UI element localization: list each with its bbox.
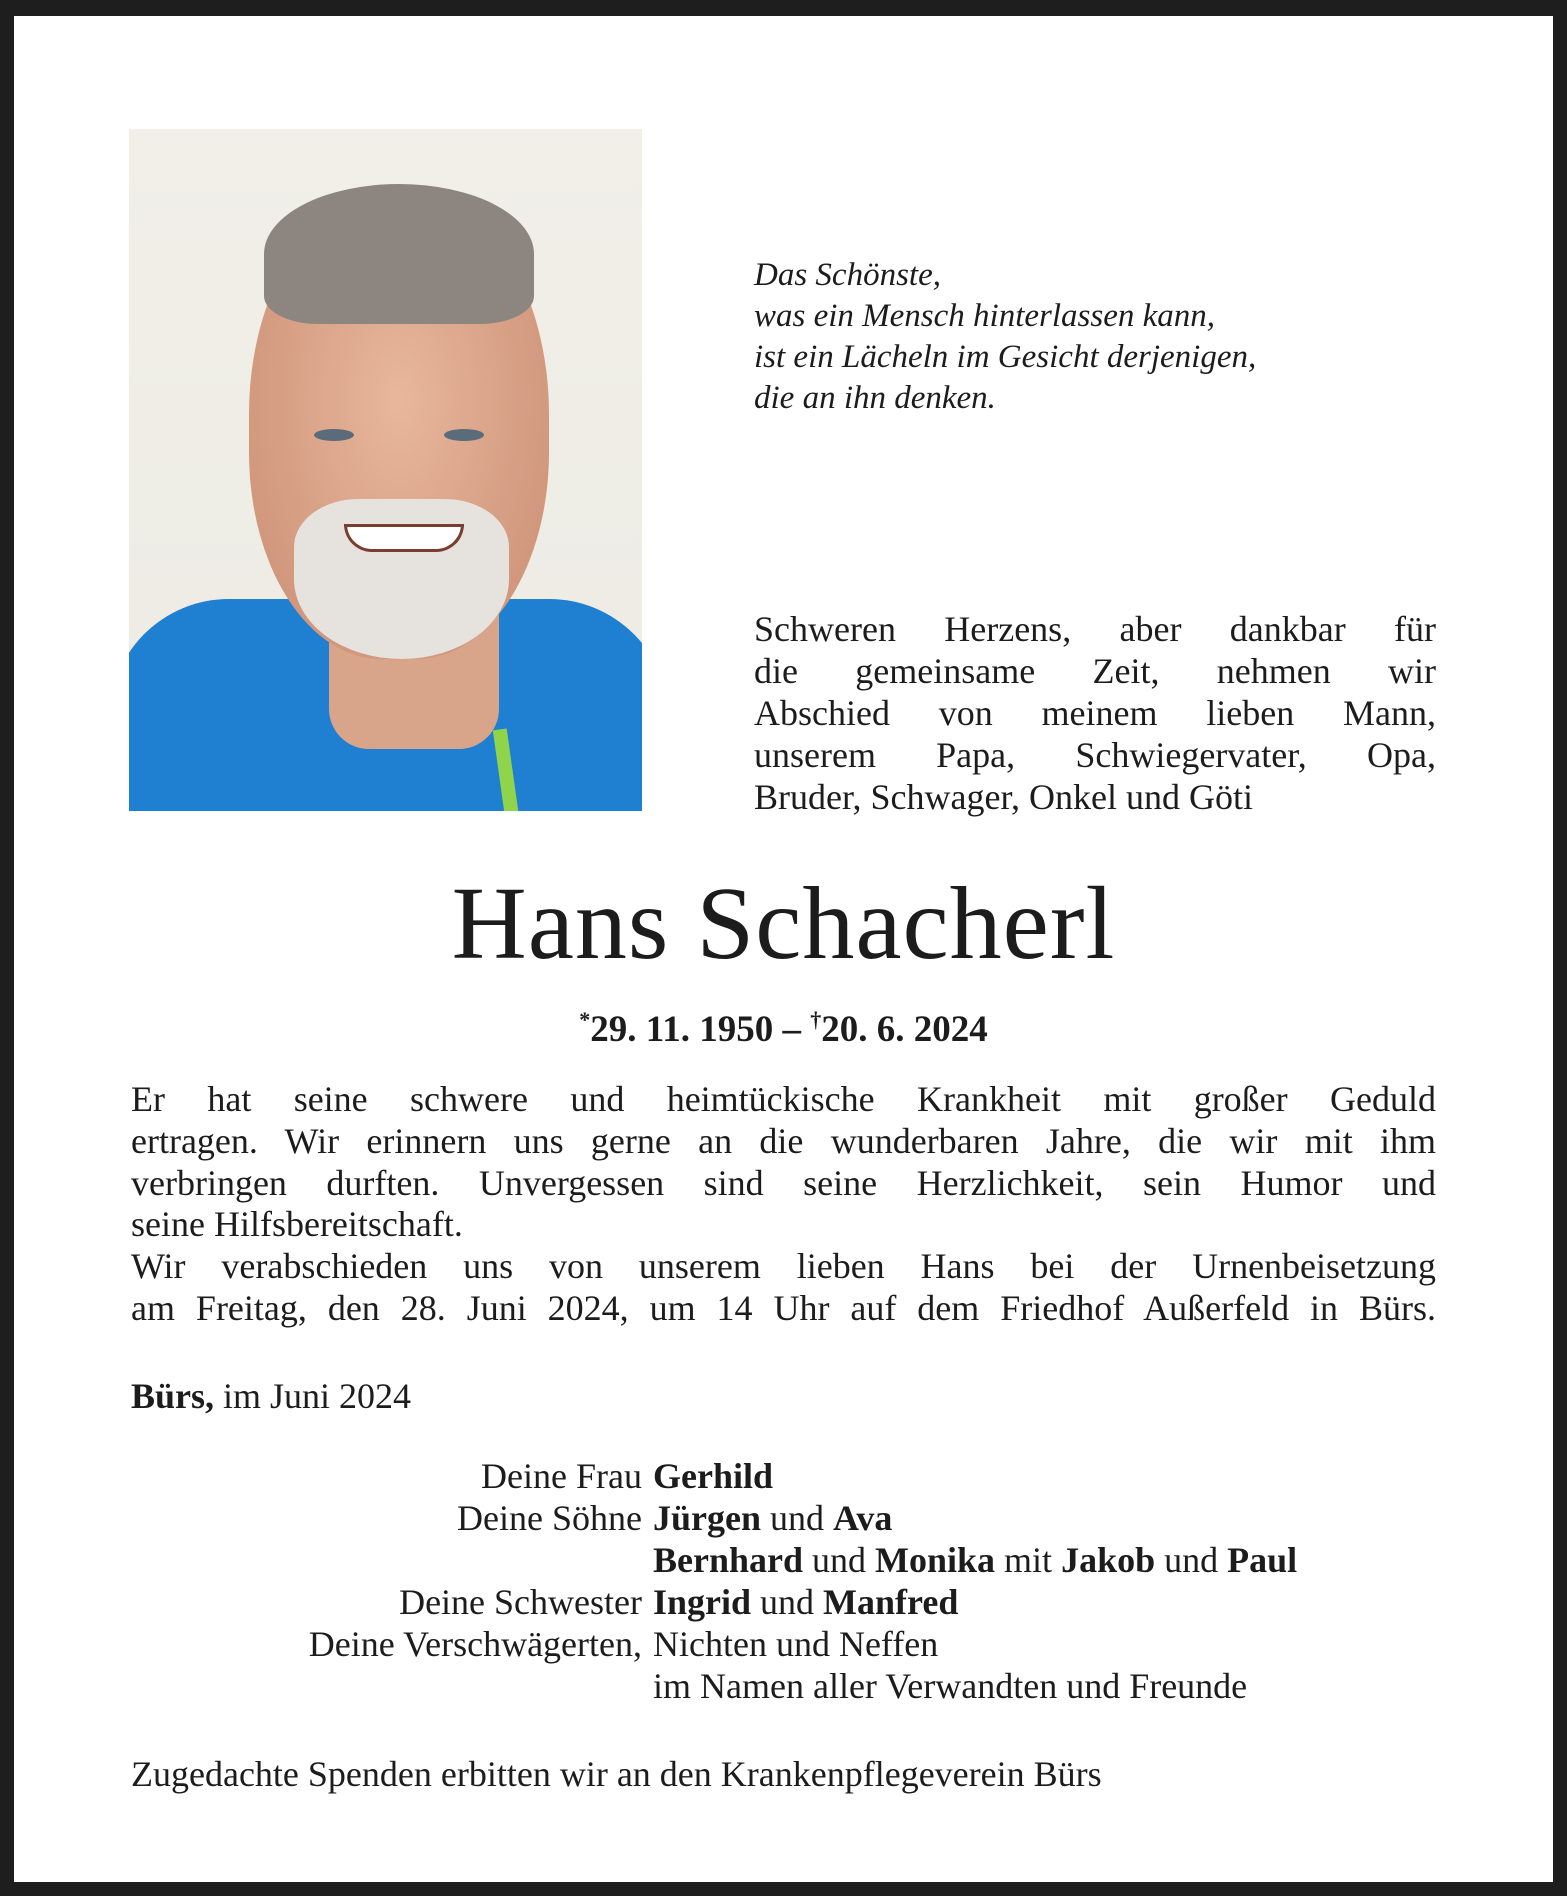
mourners-list — [131, 1455, 1297, 1707]
body-text — [131, 1079, 1436, 1330]
intro-line: Abschied von meinem lieben Mann, — [754, 693, 1436, 733]
mourner-name: Gerhild — [653, 1456, 774, 1496]
mourner-name: Monika — [875, 1540, 996, 1580]
mourner-row — [131, 1665, 1297, 1707]
mourner-name: Jürgen — [653, 1498, 761, 1538]
mourner-text: Nichten und Neffen — [653, 1624, 939, 1664]
deceased-name: Hans Schacherl — [451, 866, 1116, 981]
relation-label — [131, 1539, 653, 1581]
quote-line: die an ihn denken. — [754, 380, 996, 416]
intro-line: Bruder, Schwager, Onkel und Göti — [754, 777, 1254, 817]
place-month: im Juni 2024 — [214, 1376, 412, 1416]
mourner-text: im Namen aller Verwandten und Freunde — [653, 1666, 1248, 1706]
place-town: Bürs, — [131, 1376, 215, 1416]
relation-label: Deine Verschwägerten, — [308, 1624, 642, 1664]
body-line: Er hat seine schwere und heimtückische Krankheit mit großer Geduld — [131, 1079, 1436, 1119]
intro-line: die gemeinsame Zeit, nehmen wir — [754, 651, 1436, 691]
quote-line: ist ein Lächeln im Gesicht derjenigen, — [754, 339, 1257, 375]
quote-line: Das Schönste, — [754, 257, 941, 293]
relation-label: Deine Söhne — [457, 1498, 642, 1538]
body-line: am Freitag, den 28. Juni 2024, um 14 Uhr auf dem Friedhof Außerfeld in Bürs. — [131, 1287, 1436, 1328]
connector: und — [803, 1540, 876, 1580]
mourner-name: Manfred — [823, 1582, 959, 1622]
portrait-photo — [129, 129, 642, 811]
birth-symbol: * — [579, 1007, 591, 1032]
intro-line: unserem Papa, Schwiegervater, Opa, — [754, 735, 1436, 775]
mourner-name: Bernhard — [653, 1540, 804, 1580]
body-line: seine Hilfsbereitschaft. — [131, 1204, 463, 1245]
life-dates — [0, 998, 1567, 1052]
death-symbol: † — [810, 1007, 822, 1032]
connector: mit — [995, 1540, 1062, 1580]
connector: und — [761, 1498, 833, 1538]
body-line: Wir verabschieden uns von unserem lieben Hans bei der Urnenbeisetzung — [131, 1246, 1436, 1287]
mourner-name: Ingrid — [653, 1582, 752, 1622]
relation-label: Deine Frau — [481, 1456, 642, 1496]
connector: und — [1155, 1540, 1228, 1580]
mourner-row — [131, 1497, 1297, 1539]
mourner-name: Paul — [1227, 1540, 1298, 1580]
relation-label — [131, 1665, 653, 1707]
birth-date: 29. 11. 1950 — [590, 1009, 774, 1050]
donation-note: Zugedachte Spenden erbitten wir an den Krankenpflegeverein Bürs — [131, 1754, 1102, 1794]
quote-line: was ein Mensch hinterlassen kann, — [754, 298, 1216, 334]
death-date: 20. 6. 2024 — [821, 1009, 988, 1050]
mourner-row — [131, 1623, 1297, 1665]
intro-paragraph — [754, 608, 1436, 818]
mourner-name: Jakob — [1061, 1540, 1156, 1580]
intro-line: Schweren Herzens, aber dankbar für — [754, 609, 1436, 649]
memorial-quote — [754, 255, 1256, 419]
body-line: ertragen. Wir erinnern uns gerne an die wunderbaren Jahre, die wir mit ihm — [131, 1120, 1436, 1161]
mourner-name: Ava — [833, 1498, 893, 1538]
connector: und — [751, 1582, 824, 1622]
body-line: verbringen durften. Unvergessen sind seine Herzlichkeit, sein Humor und — [131, 1162, 1436, 1203]
mourner-row — [131, 1455, 1297, 1497]
mourner-row — [131, 1581, 1297, 1623]
mourner-row — [131, 1539, 1297, 1581]
date-separator: – — [773, 1009, 811, 1050]
relation-label: Deine Schwester — [399, 1582, 642, 1622]
place-date — [131, 1375, 411, 1417]
